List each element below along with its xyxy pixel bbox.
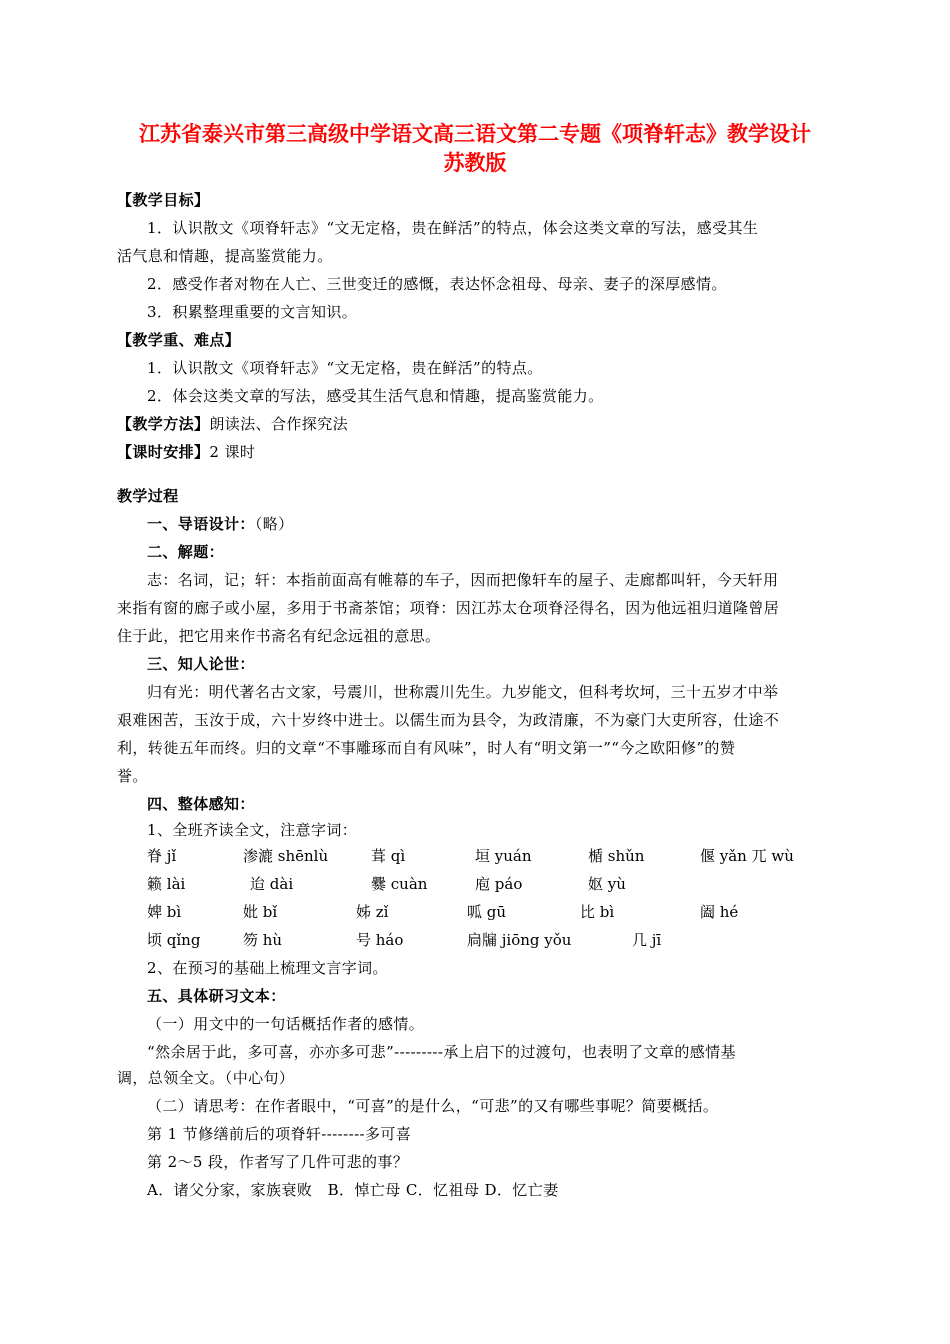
paragraph-line: 利，转徙五年而终。归的文章“不事雕琢而自有风味”，时人有“明文第一”“今之欧阳修”的赞 <box>117 739 736 757</box>
key-point-item: 2．体会这类文章的写法，感受其生活气息和情趣，提高鉴赏能力。 <box>147 387 604 405</box>
method-heading: 【教学方法】 <box>117 415 210 433</box>
schedule-text: 2 课时 <box>209 443 256 461</box>
paragraph-line: 第 1 节修缮前后的项脊轩--------多可喜 <box>147 1125 412 1143</box>
vocab-item: 阖 hé <box>700 903 739 921</box>
objectives-heading: 【教学目标】 <box>117 191 210 209</box>
vocab-item: 妪 yù <box>588 875 626 893</box>
vocab-item: 婢 bì <box>147 903 182 921</box>
paragraph-line: 誉。 <box>117 767 148 785</box>
title-line-1: 江苏省泰兴市第三高级中学语文高三语文第二专题《项脊轩志》教学设计 <box>139 122 811 146</box>
section-4-heading: 四、整体感知： <box>147 795 255 813</box>
section-1-heading: 一、导语设计： <box>147 515 255 533</box>
vocab-item: 垣 yuán <box>475 847 532 865</box>
section-5-heading: 五、具体研习文本： <box>147 987 286 1005</box>
paragraph-line: （一）用文中的一句话概括作者的感情。 <box>147 1015 425 1033</box>
vocab-item: 楯 shǔn <box>588 847 645 865</box>
vocab-item: 渗漉 shēnlù <box>243 847 329 865</box>
section-2-heading: 二、解题： <box>147 543 225 561</box>
method-line <box>117 414 348 434</box>
process-heading: 教学过程 <box>117 487 179 505</box>
paragraph-line: 2、在预习的基础上梳理文言字词。 <box>147 959 388 977</box>
paragraph-line: 1、全班齐读全文，注意字词： <box>147 821 358 839</box>
vocab-item: 葺 qì <box>371 847 406 865</box>
objective-item: 2．感受作者对物在人亡、三世变迁的感慨，表达怀念祖母、母亲、妻子的深厚感情。 <box>147 275 727 293</box>
paragraph-line: 艰难困苦，玉汝于成，六十岁终中进士。以儒生而为县令，为政清廉，不为豪门大吏所容，仕途不 <box>117 711 780 729</box>
paragraph-line: 归有光：明代著名古文家，号震川，世称震川先生。九岁能文，但科考坎坷，三十五岁才中举 <box>147 683 779 701</box>
paragraph-line: 第 2～5 段，作者写了几件可悲的事？ <box>147 1153 409 1171</box>
vocab-item: 顷 qǐng <box>147 931 201 949</box>
vocab-item: 偃 yǎn 兀 wù <box>700 847 794 865</box>
schedule-heading: 【课时安排】 <box>117 443 210 461</box>
vocab-item: 姊 zǐ <box>356 903 389 921</box>
objective-item: 3．积累整理重要的文言知识。 <box>147 303 358 321</box>
document-title <box>60 120 890 178</box>
paragraph-line: 住于此，把它用来作书斋名有纪念远祖的意思。 <box>117 627 441 645</box>
vocab-item: 笏 hù <box>243 931 283 949</box>
paragraph-line: （二）请思考：在作者眼中，“可喜”的是什么，“可悲”的又有哪些事呢？简要概括。 <box>147 1097 719 1115</box>
paragraph-line: 调，总领全文。（中心句） <box>117 1069 295 1087</box>
vocab-item: 迨 dài <box>250 875 294 893</box>
schedule-line <box>117 442 255 462</box>
paragraph-line: 志：名词，记；轩：本指前面高有帷幕的车子，因而把像轩车的屋子、走廊都叫轩，今天轩用 <box>147 571 779 589</box>
vocab-item: 号 háo <box>356 931 404 949</box>
paragraph-line: A．诸父分家，家族衰败 B．悼亡母 C．忆祖母 D．忆亡妻 <box>147 1181 559 1199</box>
section-3-heading: 三、知人论世： <box>147 655 255 673</box>
vocab-item: 脊 jǐ <box>147 847 177 865</box>
vocab-item: 比 bì <box>580 903 615 921</box>
section-1-text: （略） <box>254 515 294 533</box>
vocab-item: 籁 lài <box>147 875 186 893</box>
vocab-item: 几 jī <box>632 931 662 949</box>
method-text: 朗读法、合作探究法 <box>209 415 349 433</box>
objective-item: 活气息和情趣，提高鉴赏能力。 <box>117 247 333 265</box>
objective-item: 1．认识散文《项脊轩志》“文无定格，贵在鲜活”的特点，体会这类文章的写法，感受其生 <box>147 219 759 237</box>
section-1-line <box>147 514 294 534</box>
key-points-heading: 【教学重、难点】 <box>117 331 241 349</box>
vocab-item: 呱 gū <box>467 903 507 921</box>
paragraph-line: 来指有窗的廊子或小屋，多用于书斋茶馆；项脊：因江苏太仓项脊泾得名，因为他远祖归道隆曾居 <box>117 599 780 617</box>
vocab-item: 扃牖 jiōng yǒu <box>467 931 572 949</box>
vocab-item: 庖 páo <box>475 875 523 893</box>
title-line-2: 苏教版 <box>443 151 507 175</box>
key-point-item: 1．认识散文《项脊轩志》“文无定格，贵在鲜活”的特点。 <box>147 359 543 377</box>
paragraph-line: “然余居于此，多可喜，亦亦多可悲”---------承上启下的过渡句，也表明了文章的感情基 <box>147 1043 736 1061</box>
vocab-item: 爨 cuàn <box>371 875 428 893</box>
vocab-item: 妣 bǐ <box>243 903 278 921</box>
